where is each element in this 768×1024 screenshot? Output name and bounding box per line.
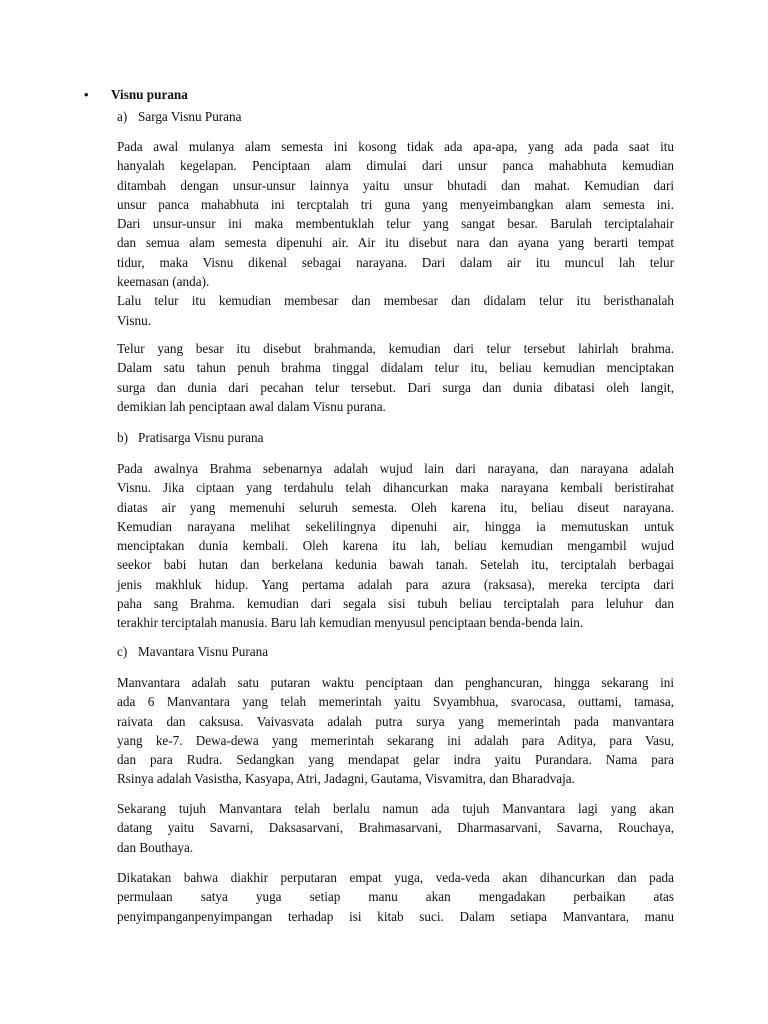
subsection-heading-a (117, 107, 674, 126)
text-line: dan para Rudra. Sedangkan yang mendapat gelar indra yaitu Purandara. Nama para (117, 752, 674, 768)
text-line: terakhir terciptalah manusia. Baru lah kemudian menyusul penciptaan benda-benda lain. (117, 615, 584, 631)
text-line: Manvantara adalah satu putaran waktu penciptaan dan penghancuran, hingga sekarang ini (117, 675, 674, 690)
section-title: Visnu purana (111, 87, 188, 102)
text-line: Dalam satu tahun penuh brahma tinggal didalam telur itu, beliau kemudian menciptakan (117, 360, 674, 376)
subsection-heading-c (117, 642, 674, 661)
text-line: Telur yang besar itu disebut brahmanda, kemudian dari telur tersebut lahirlah brahma. (117, 341, 674, 356)
paragraph-sarga-1 (117, 137, 674, 330)
text-line: Pada awalnya Brahma sebenarnya adalah wujud lain dari narayana, dan narayana adalah (117, 461, 674, 476)
text-line: Rsinya adalah Vasistha, Kasyapa, Atri, Jadagni, Gautama, Visvamitra, dan Bharadvaja. (117, 771, 575, 787)
subsection-title: Mavantara Visnu Purana (138, 644, 269, 659)
text-line: surga dan dunia dari pecahan telur tersebut. Dari surga dan dunia dibatasi oleh langit, (117, 379, 674, 395)
text-line: Visnu. (117, 312, 152, 328)
text-line: dan Bouthaya. (117, 839, 194, 855)
text-line: paha sang Brahma. kemudian dari segala sisi tubuh beliau terciptalah para leluhur dan (117, 596, 674, 612)
text-line: raivata dan caksusa. Vaivasvata adalah putra surya yang memerintah pada manvantara (117, 713, 674, 729)
subsection-title: Pratisarga Visnu purana (138, 430, 264, 445)
text-line: ada 6 Manvantara yang telah memerintah yaitu Svyambhua, svarocasa, outtami, tamasa, (117, 694, 674, 710)
text-line: demikian lah penciptaan awal dalam Visnu purana. (117, 398, 386, 414)
text-line: permulaan satya yuga setiap manu akan mengadakan perbaikan atas (117, 889, 674, 905)
paragraph-pratisarga (117, 459, 674, 633)
bullet-icon: • (84, 87, 89, 102)
subsection-heading-b (117, 428, 674, 447)
subsection-mark: b) (117, 430, 128, 445)
text-line: Dikatakan bahwa diakhir perputaran empat yuga, veda-veda akan dihancurkan dan pada (117, 870, 674, 885)
subsection-mark: a) (117, 109, 128, 124)
paragraph-manvantara-1 (117, 673, 674, 789)
paragraph-manvantara-2 (117, 799, 674, 857)
text-line: hanyalah kegelapan. Penciptaan alam dimulai dari unsur panca mahabhuta kemudian (117, 158, 674, 174)
text-line: tidur, maka Visnu dikenal sebagai narayana. Dari dalam air itu muncul lah telur (117, 254, 674, 270)
text-line: Lalu telur itu kemudian membesar dan membesar dan didalam telur itu beristhanalah (117, 293, 674, 309)
text-line: Dari unsur-unsur ini maka membentuklah telur yang sangat besar. Barulah terciptalahair (117, 216, 674, 232)
text-line: ditambah dengan unsur-unsur lainnya yaitu unsur bhutadi dan mahat. Kemudian dari (117, 177, 674, 193)
subsection-mark: c) (117, 644, 128, 659)
text-line: menciptakan dunia kembali. Oleh karena itu lah, beliau kemudian mengambil wujud (117, 538, 674, 554)
text-line: jenis makhluk hidup. Yang pertama adalah para azura (raksasa), mereka tercipta dari (117, 576, 674, 592)
text-line: unsur panca mahabhuta ini tercptalah tri guna yang menyeimbangkan alam semesta ini. (117, 196, 674, 212)
text-line: Pada awal mulanya alam semesta ini kosong tidak ada apa-apa, yang ada pada saat itu (117, 139, 674, 154)
section-heading-row (84, 87, 188, 103)
text-line: datang yaitu Savarni, Daksasarvani, Brahmasarvani, Dharmasarvani, Savarna, Rouchaya, (117, 820, 674, 836)
text-line: penyimpanganpenyimpangan terhadap isi kitab suci. Dalam setiapa Manvantara, manu (117, 908, 674, 924)
subsection-title: Sarga Visnu Purana (138, 109, 242, 124)
text-line: Kemudian narayana melihat sekelilingnya dipenuhi air, hingga ia memutuskan untuk (117, 518, 674, 534)
text-line: keemasan (anda). (117, 274, 210, 290)
paragraph-sarga-2 (117, 339, 674, 416)
text-line: Visnu. Jika ciptaan yang terdahulu telah dihancurkan maka narayana kembali beristirahat (117, 480, 674, 496)
text-line: dan semua alam semesta dipenuhi air. Air itu disebut nara dan ayana yang berarti tempat (117, 235, 674, 251)
text-line: seekor babi hutan dan berkelana kedunia bawah tanah. Setelah itu, terciptalah berbagai (117, 557, 674, 573)
paragraph-manvantara-3 (117, 868, 674, 926)
text-line: diatas air yang memenuhi seluruh semesta. Oleh karena itu, beliau diseut narayana. (117, 499, 674, 515)
text-line: Sekarang tujuh Manvantara telah berlalu namun ada tujuh Manvantara lagi yang akan (117, 801, 674, 816)
text-line: yang ke-7. Dewa-dewa yang memerintah sekarang ini adalah para Aditya, para Vasu, (117, 732, 674, 748)
